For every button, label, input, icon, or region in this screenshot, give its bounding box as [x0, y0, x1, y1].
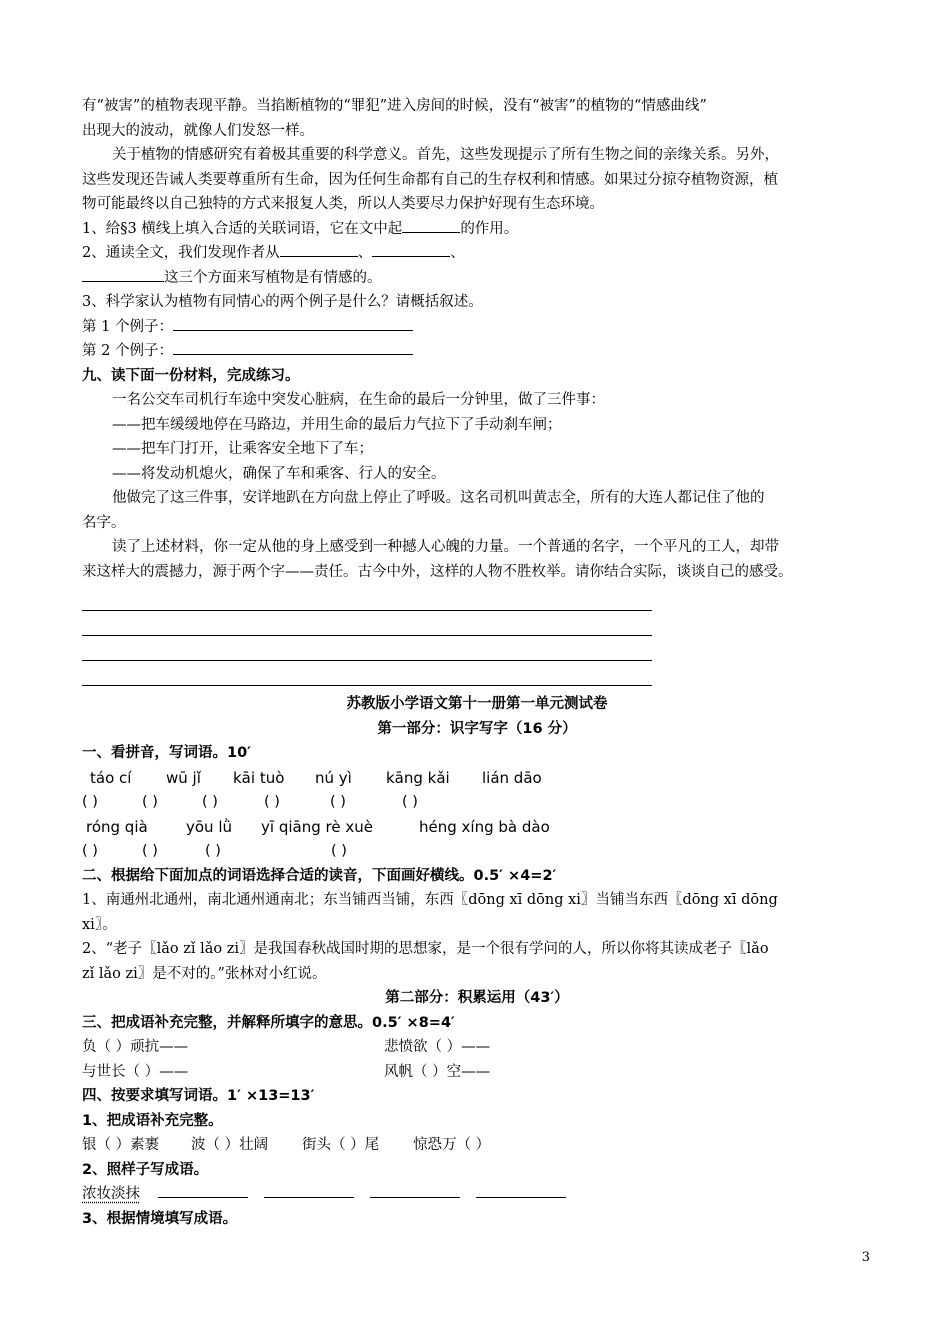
passage-line: 关于植物的情感研究有着极其重要的科学意义。首先，这些发现提示了所有生物之间的亲缘关系。另外， — [112, 147, 779, 163]
section-1-heading: 一、看拼音，写词语。10′ — [82, 745, 252, 761]
answer-paren[interactable]: ( ) — [142, 843, 158, 859]
answer-blank[interactable] — [402, 217, 460, 233]
answer-blank[interactable] — [82, 266, 164, 282]
pinyin: nú yì — [315, 768, 352, 787]
idiom-row — [82, 1133, 872, 1158]
answer-blank[interactable] — [476, 1182, 566, 1198]
section-4-sub-2: 2、照样子写成语。 — [82, 1161, 209, 1178]
answer-paren[interactable]: ( ) — [330, 794, 346, 810]
exam-section — [82, 692, 872, 1231]
question-1 — [82, 217, 872, 242]
idiom-item: 银（ ）素裹 — [82, 1137, 160, 1153]
answer-paren[interactable]: ( ) — [202, 794, 218, 810]
pinyin-row — [82, 815, 872, 840]
idiom-item: 与世长（ ）—— — [82, 1063, 189, 1080]
answer-paren[interactable]: ( ) — [402, 794, 418, 810]
section-9-heading: 九、读下面一份材料，完成练习。 — [82, 367, 300, 384]
pinyin: kāng kǎi — [386, 768, 450, 787]
answer-paren[interactable]: ( ) — [331, 843, 347, 859]
pinyin: kāi tuò — [233, 768, 285, 787]
example-1-label: 第 1 个例子： — [82, 318, 173, 335]
material-line: 名字。 — [82, 514, 126, 531]
idiom-row — [82, 1035, 872, 1060]
separator: 、 — [450, 245, 465, 261]
section-2-line: 1、南通州北通州，南北通州通南北；东当铺西当铺，东西〖dōng xī dōng xi〗当铺当东西〖dōng xī dōng — [82, 892, 778, 908]
writing-line[interactable] — [82, 635, 652, 636]
part-1-heading: 第一部分：识字写字（16 分） — [377, 720, 577, 737]
writing-line[interactable] — [82, 685, 652, 686]
passage-line: 这些发现还告诫人类要尊重所有生命，因为任何生命都有自己的生存权利和情感。如果过分掠夺植物资源，植 — [82, 171, 778, 188]
pinyin: wū jǐ — [166, 768, 201, 787]
section-2-line: zǐ lǎo zi〗是不对的。”张林对小红说。 — [82, 965, 327, 982]
material-line: 他做完了这三件事，安详地趴在方向盘上停止了呼吸。这名司机叫黄志全，所有的大连人都记住了他的 — [112, 490, 765, 506]
idiom-item: 波（ ）壮阔 — [191, 1137, 269, 1153]
example-2 — [82, 339, 872, 364]
pinyin: lián dāo — [482, 768, 542, 787]
example-2-label: 第 2 个例子： — [82, 343, 173, 359]
idiom-item: 街头（ ）尾 — [302, 1137, 380, 1153]
question-2 — [82, 241, 872, 266]
section-2-line: 2、“老子〖lǎo zǐ lǎo zi〗是我国春秋战国时期的思想家，是一个很有学问的人，所以你将其读成老子〖lǎo — [82, 941, 769, 957]
section-2-heading: 二、根据给下面加点的词语选择合适的读音，下面画好横线。0.5′ ×4=2′ — [82, 867, 557, 884]
idiom-item: 悲愤欲（ ）—— — [384, 1039, 491, 1055]
answer-paren[interactable]: ( ) — [205, 843, 221, 859]
section-3-heading: 三、把成语补充完整，并解释所填字的意思。0.5′ ×8=4′ — [82, 1014, 455, 1031]
part-2-heading: 第二部分：积累运用（43′） — [385, 990, 569, 1006]
idiom-item: 惊恐万（ ） — [413, 1137, 491, 1153]
idiom-item: 负（ ）顽抗—— — [82, 1039, 189, 1055]
question-1-suffix: 的作用。 — [460, 220, 519, 237]
example-1 — [82, 315, 872, 340]
question-2-suffix: 这三个方面来写植物是有情感的。 — [164, 269, 382, 286]
material-line: ——将发动机熄火，确保了车和乘客、行人的安全。 — [112, 465, 446, 482]
section-4-sub-3: 3、根据情境填写成语。 — [82, 1210, 238, 1227]
answer-blank[interactable] — [280, 241, 358, 257]
question-1-text: 1、给§3 横线上填入合适的关联词语，它在文中起 — [82, 220, 403, 237]
pinyin-row — [82, 766, 872, 791]
idiom-row — [82, 1060, 872, 1085]
answer-blank[interactable] — [370, 1182, 460, 1198]
answer-paren[interactable]: ( ) — [142, 794, 158, 810]
answer-paren-row — [82, 790, 872, 815]
answer-blank[interactable] — [173, 339, 413, 355]
answer-paren[interactable]: ( ) — [82, 843, 98, 859]
passage-line: 有“被害”的植物表现平静。当掐断植物的“罪犯”进入房间的时候，没有“被害”的植物的“情感曲线” — [82, 98, 707, 114]
question-3: 3、科学家认为植物有同情心的两个例子是什么？请概括叙述。 — [82, 294, 483, 310]
example-idiom-row — [82, 1182, 872, 1207]
section-4-heading: 四、按要求填写词语。1′ ×13=13′ — [82, 1088, 315, 1104]
idiom-item: 风帆（ ）空—— — [384, 1063, 491, 1080]
material-line: 一名公交车司机行车途中突发心脏病，在生命的最后一分钟里，做了三件事： — [112, 392, 605, 408]
pinyin: róng qià — [86, 817, 148, 836]
page-content — [82, 94, 872, 584]
example-idiom: 浓妆淡抹 — [82, 1186, 140, 1202]
material-line: ——把车缓缓地停在马路边，并用生命的最后力气拉下了手动刹车闸； — [112, 416, 562, 433]
answer-blank[interactable] — [372, 241, 450, 257]
writing-line[interactable] — [82, 660, 652, 661]
material-line: 来这样大的震撼力，源于两个字——责任。古今中外，这样的人物不胜枚举。请你结合实际，谈谈自己的感受。 — [82, 563, 793, 580]
pinyin: yōu lǜ — [186, 817, 233, 836]
section-4-sub-1: 1、把成语补充完整。 — [82, 1112, 223, 1129]
material-line: 读了上述材料，你一定从他的身上感受到一种撼人心魄的力量。一个普通的名字，一个平凡的工人，却带 — [112, 539, 779, 555]
material-line: ——把车门打开，让乘客安全地下了车； — [112, 441, 373, 457]
question-2-cont — [82, 266, 872, 291]
answer-blank[interactable] — [158, 1182, 248, 1198]
pinyin: héng xíng bà dào — [419, 817, 550, 836]
question-2-text: 2、通读全文，我们发现作者从 — [82, 245, 280, 261]
passage-line: 物可能最终以自己独特的方式来报复人类，所以人类要尽力保护好现有生态环境。 — [82, 196, 604, 212]
separator: 、 — [357, 245, 373, 261]
page-number: 3 — [861, 1250, 870, 1265]
passage-line: 出现大的波动，就像人们发怒一样。 — [82, 122, 314, 139]
section-2-line: xi〗。 — [82, 916, 117, 933]
writing-line[interactable] — [82, 610, 652, 611]
pinyin: yī qiāng rè xuè — [261, 817, 373, 836]
answer-paren[interactable]: ( ) — [82, 794, 98, 810]
answer-blank[interactable] — [173, 315, 413, 331]
pinyin: táo cí — [90, 768, 132, 787]
exam-title: 苏教版小学语文第十一册第一单元测试卷 — [346, 696, 608, 712]
answer-blank[interactable] — [264, 1182, 354, 1198]
answer-paren-row — [82, 839, 872, 864]
answer-paren[interactable]: ( ) — [264, 794, 280, 810]
